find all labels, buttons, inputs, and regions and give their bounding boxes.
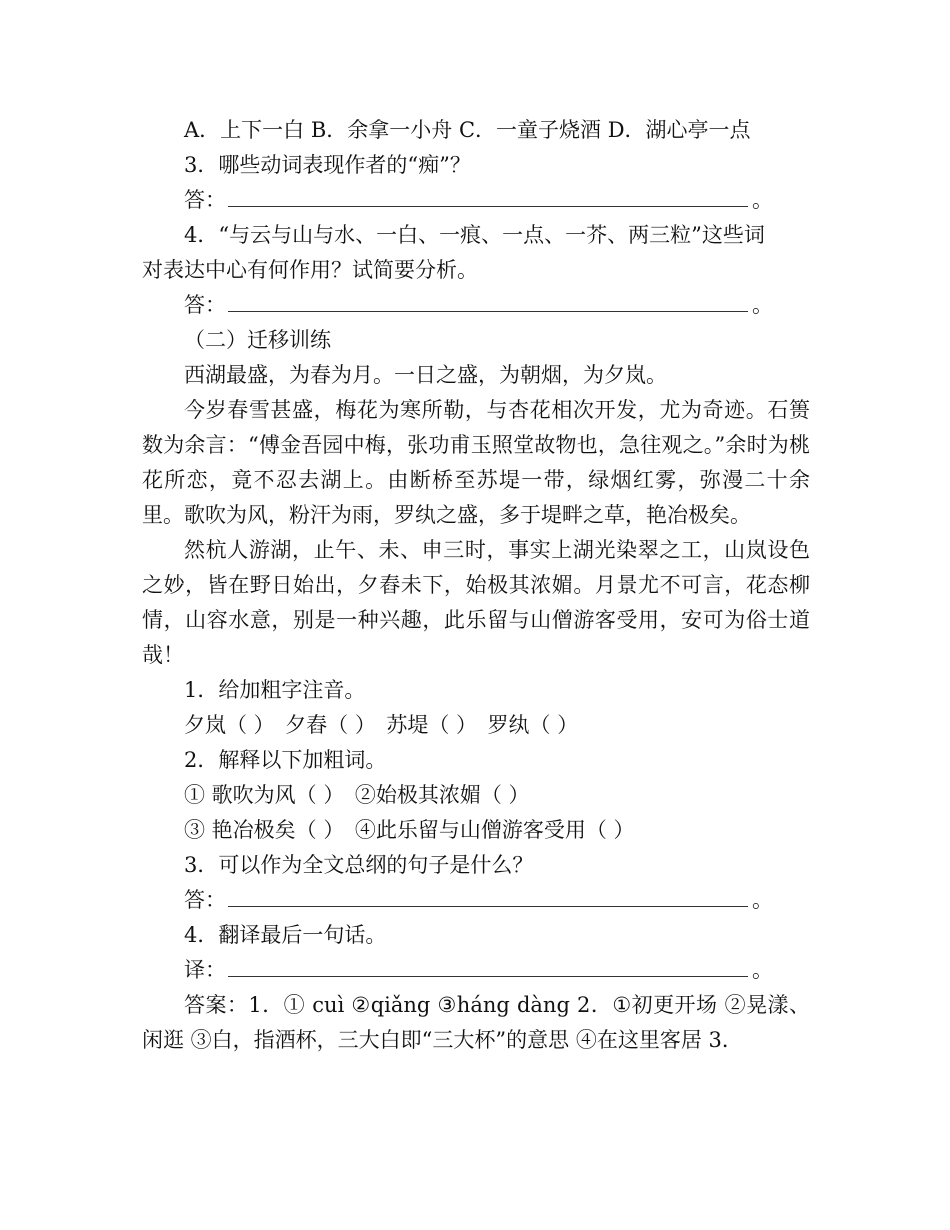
answer-underline[interactable] xyxy=(228,184,748,207)
task-1-items: 夕岚（ ） 夕舂（ ） 苏堤（ ） 罗纨（ ） xyxy=(184,713,579,737)
q2-options: A．上下一白 B．余拿一小舟 C．一童子烧酒 D．湖心亭一点 xyxy=(184,118,751,142)
section-title: （二）迁移训练 xyxy=(184,328,331,352)
question-4-line2: 对表达中心有何作用？试简要分析。 xyxy=(142,258,478,282)
end-mark: 。 xyxy=(752,888,773,912)
answer-blank-q3 xyxy=(142,183,810,218)
translate-blank-t4 xyxy=(142,953,810,988)
task-2-row-2: ③ 艳冶极矣（ ） ④此乐留与山僧游客受用（ ） xyxy=(184,818,635,842)
end-mark: 。 xyxy=(752,188,773,212)
answer-label: 答： xyxy=(184,888,226,912)
task-2-row-1: ① 歌吹为风（ ） ②始极其浓媚（ ） xyxy=(184,783,530,807)
passage-paragraph-1: 西湖最盛，为春为月。一日之盛，为朝烟，为夕岚。 xyxy=(184,363,667,387)
answer-blank-t3 xyxy=(142,883,810,918)
end-mark: 。 xyxy=(752,293,773,317)
answer-label: 答： xyxy=(184,188,226,212)
question-4-line1: 4．“与云与山与水、一白、一痕、一点、一芥、两三粒”这些词 xyxy=(184,223,765,247)
task-1: 1．给加粗字注音。 xyxy=(184,678,366,702)
translate-label: 译： xyxy=(184,958,226,982)
end-mark: 。 xyxy=(752,958,773,982)
answer-blank-q4 xyxy=(142,288,810,323)
answer-underline[interactable] xyxy=(228,954,748,977)
task-2: 2．解释以下加粗词。 xyxy=(184,748,387,772)
task-4: 4．翻译最后一句话。 xyxy=(184,923,387,947)
document-page xyxy=(142,113,810,1058)
answer-underline[interactable] xyxy=(228,884,748,907)
question-3: 3．哪些动词表现作者的“痴”？ xyxy=(184,153,471,177)
passage-paragraph-3: 然杭人游湖，止午、未、申三时，事实上湖光染翠之工，山岚设色之妙，皆在野日始出，夕舂未下，始极其浓媚。月景尤不可言，花态柳情，山容水意，别是一种兴趣，此乐留与山僧游客受用，安可为俗士道哉！ xyxy=(142,538,810,667)
passage-paragraph-2: 今岁春雪甚盛，梅花为寒所勒，与杏花相次开发，尤为奇迹。石篑数为余言：“傅金吾园中梅，张功甫玉照堂故物也，急往观之。”余时为桃花所恋，竟不忍去湖上。由断桥至苏堤一带，绿烟红雾，弥漫二十余里。歌吹为风，粉汗为雨，罗纨之盛，多于堤畔之草，艳冶极矣。 xyxy=(142,398,810,527)
answer-key: 答案：1．① cuì ②qiǎng ③háng dàng 2．①初更开场 ②晃漾、闲逛 ③白，指酒杯，三大白即“三大杯”的意思 ④在这里客居 3． xyxy=(142,993,810,1052)
answer-underline[interactable] xyxy=(228,289,748,312)
answer-label: 答： xyxy=(184,293,226,317)
task-3: 3．可以作为全文总纲的句子是什么？ xyxy=(184,853,534,877)
